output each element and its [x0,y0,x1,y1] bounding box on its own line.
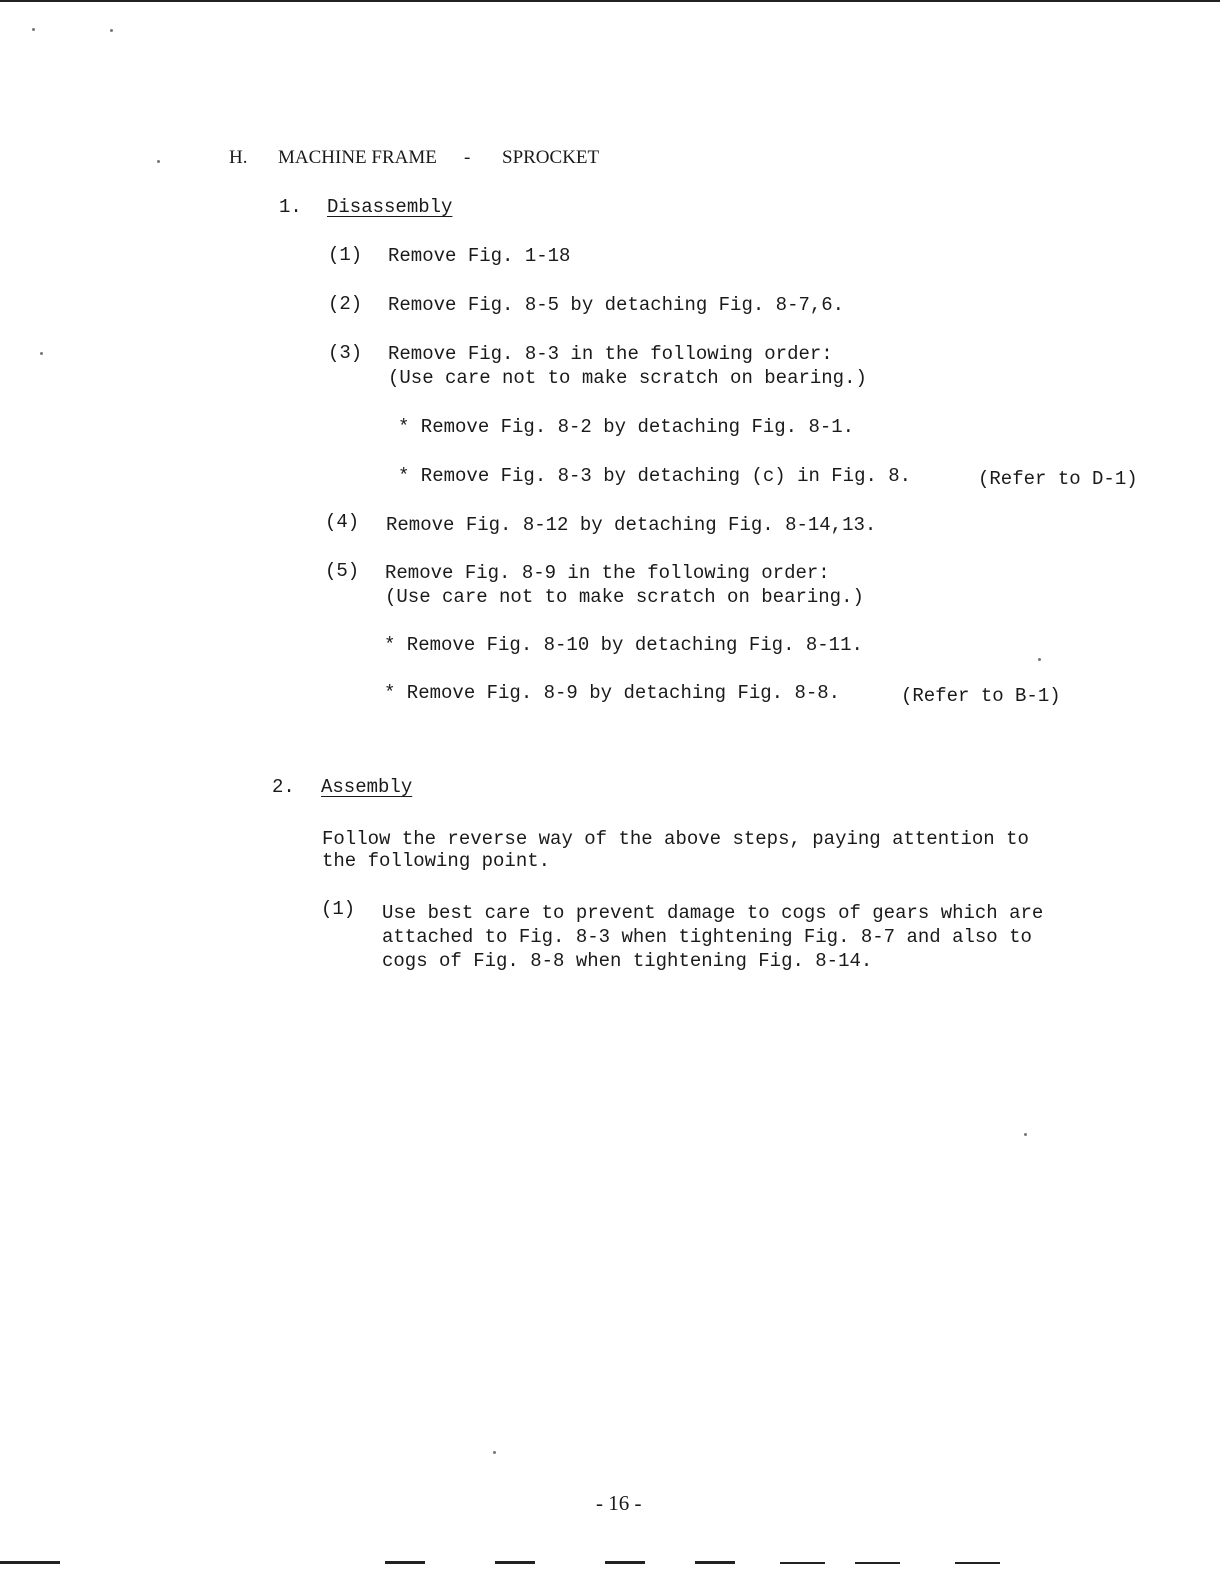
step-number: (2) [328,293,363,315]
scan-speck [40,352,43,355]
disassembly-heading: Disassembly [327,196,453,218]
step-text: Remove Fig. 8-5 by detaching Fig. 8-7,6. [388,294,845,316]
bottom-mark [955,1562,1000,1564]
assembly-heading: Assembly [321,776,413,798]
step-number: (1) [328,244,363,266]
bottom-mark [695,1561,735,1564]
step-text: Remove Fig. 8-12 by detaching Fig. 8-14,13. [386,514,877,536]
disassembly-number: 1. [279,196,302,218]
step-text: cogs of Fig. 8-8 when tightening Fig. 8-14. [382,950,873,972]
substep-text: * Remove Fig. 8-2 by detaching Fig. 8-1. [398,416,855,438]
section-letter: H. [229,147,248,168]
bottom-mark [855,1562,900,1564]
section-title: MACHINE FRAME [278,147,437,168]
scan-speck [1038,658,1041,661]
step-note: (Use care not to make scratch on bearing.) [385,586,864,608]
step-note: (Use care not to make scratch on bearing.) [388,367,867,389]
substep-reference: (Refer to B-1) [901,685,1061,707]
substep-text: * Remove Fig. 8-10 by detaching Fig. 8-11. [384,634,863,656]
step-number: (4) [325,511,360,533]
substep-reference: (Refer to D-1) [978,468,1138,490]
assembly-intro: the following point. [322,850,551,872]
substep-text: * Remove Fig. 8-9 by detaching Fig. 8-8. [384,682,841,704]
step-number: (3) [328,342,363,364]
page-number: - 16 - [596,1491,642,1515]
step-text: attached to Fig. 8-3 when tightening Fig. 8-7 and also to [382,926,1032,948]
bottom-mark [495,1561,535,1564]
step-text: Remove Fig. 8-3 in the following order: [388,343,833,365]
step-text: Remove Fig. 1-18 [388,245,571,267]
step-number: (1) [321,898,356,920]
substep-text: * Remove Fig. 8-3 by detaching (c) in Fig. 8. [398,465,912,487]
bottom-mark [385,1561,425,1564]
bottom-mark [605,1561,645,1564]
step-number: (5) [325,560,360,582]
step-text: Remove Fig. 8-9 in the following order: [385,562,830,584]
scan-speck [157,160,160,163]
bottom-mark [0,1561,60,1564]
scan-speck [1024,1133,1027,1136]
assembly-intro: Follow the reverse way of the above steps, paying attention to [322,828,1029,850]
scan-speck [493,1451,496,1454]
bottom-mark [780,1562,825,1564]
section-dash: - [464,147,471,168]
scan-speck [32,28,35,31]
top-rule [0,0,1220,2]
section-subtitle: SPROCKET [502,147,600,168]
step-text: Use best care to prevent damage to cogs of gears which are [382,902,1044,924]
scan-speck [110,29,113,32]
assembly-number: 2. [272,776,295,798]
